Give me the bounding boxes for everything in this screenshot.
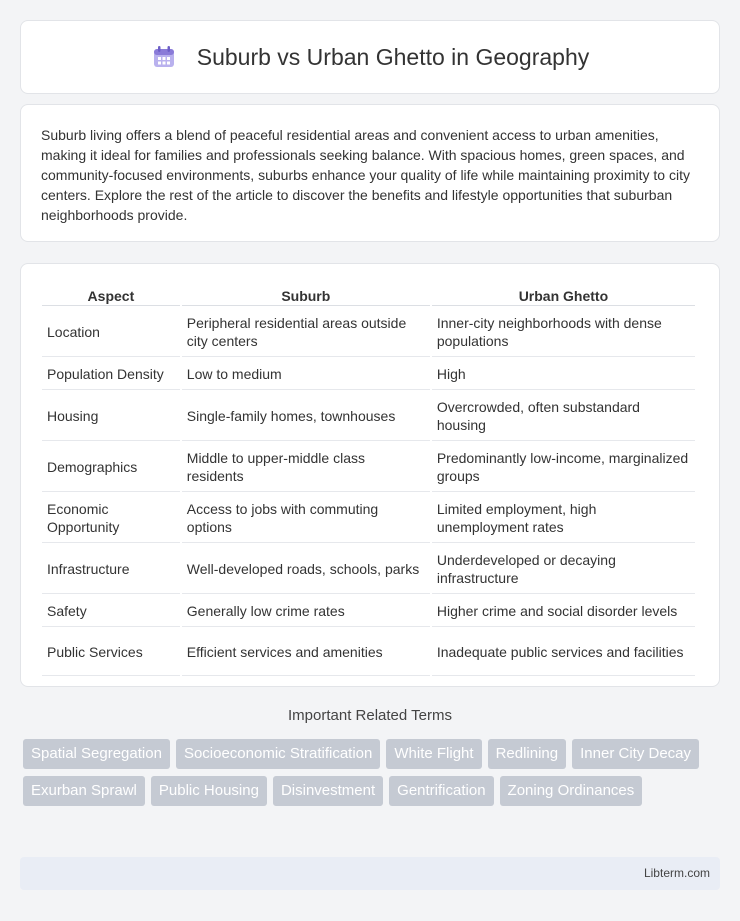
cell-suburb: Single-family homes, townhouses	[182, 392, 430, 441]
intro-card	[20, 104, 720, 242]
tag-redlining[interactable]: Redlining	[488, 739, 567, 769]
table-row	[42, 392, 695, 441]
page-title: Suburb vs Urban Ghetto in Geography	[196, 43, 590, 70]
cell-ghetto: Overcrowded, often substandard housing	[432, 392, 695, 441]
tag-disinvestment[interactable]: Disinvestment	[273, 776, 383, 806]
table-row	[42, 443, 695, 492]
calendar-icon	[151, 44, 177, 70]
cell-ghetto: Inadequate public services and facilities	[432, 629, 695, 676]
cell-suburb: Low to medium	[182, 359, 430, 390]
tag-socioeconomic-stratification[interactable]: Socioeconomic Stratification	[176, 739, 380, 769]
cell-ghetto: Limited employment, high unemployment rates	[432, 494, 695, 543]
cell-aspect: Public Services	[42, 629, 180, 676]
cell-aspect: Population Density	[42, 359, 180, 390]
header-aspect: Aspect	[42, 284, 180, 306]
cell-suburb: Generally low crime rates	[182, 596, 430, 627]
tag-public-housing[interactable]: Public Housing	[151, 776, 267, 806]
cell-ghetto: High	[432, 359, 695, 390]
related-terms-list	[23, 739, 717, 806]
cell-ghetto: Higher crime and social disorder levels	[432, 596, 695, 627]
footer-site-link[interactable]: Libterm.com	[643, 866, 710, 880]
cell-ghetto: Underdeveloped or decaying infrastructure	[432, 545, 695, 594]
cell-aspect: Demographics	[42, 443, 180, 492]
cell-suburb: Efficient services and amenities	[182, 629, 430, 676]
header-suburb: Suburb	[182, 284, 430, 306]
footer	[20, 857, 720, 890]
tag-inner-city-decay[interactable]: Inner City Decay	[572, 739, 699, 769]
tag-white-flight[interactable]: White Flight	[386, 739, 481, 769]
cell-aspect: Housing	[42, 392, 180, 441]
cell-aspect: Infrastructure	[42, 545, 180, 594]
table-row	[42, 359, 695, 390]
tag-exurban-sprawl[interactable]: Exurban Sprawl	[23, 776, 145, 806]
related-terms-heading: Important Related Terms	[288, 707, 452, 724]
table-row	[42, 629, 695, 676]
cell-suburb: Middle to upper-middle class residents	[182, 443, 430, 492]
table-header-row	[42, 284, 695, 306]
cell-suburb: Peripheral residential areas outside city centers	[182, 308, 430, 357]
cell-ghetto: Predominantly low-income, marginalized groups	[432, 443, 695, 492]
cell-aspect: Economic Opportunity	[42, 494, 180, 543]
title-card	[20, 20, 720, 94]
tag-zoning-ordinances[interactable]: Zoning Ordinances	[500, 776, 643, 806]
table-row	[42, 308, 695, 357]
cell-suburb: Access to jobs with commuting options	[182, 494, 430, 543]
tag-spatial-segregation[interactable]: Spatial Segregation	[23, 739, 170, 769]
comparison-table	[40, 282, 697, 678]
cell-ghetto: Inner-city neighborhoods with dense populations	[432, 308, 695, 357]
table-row	[42, 494, 695, 543]
cell-aspect: Safety	[42, 596, 180, 627]
cell-aspect: Location	[42, 308, 180, 357]
table-row	[42, 596, 695, 627]
cell-suburb: Well-developed roads, schools, parks	[182, 545, 430, 594]
intro-paragraph: Suburb living offers a blend of peaceful residential areas and convenient access to urban amenities, making it ideal for families and professionals seeking balance. With spacious homes, green spaces, and community-focused environments, suburbs enhance your quality of life while maintaining proximity to city centers. Explore the rest of the article to discover the benefits and lifestyle opportunities that suburban neighborhoods provide.	[41, 127, 690, 223]
table-row	[42, 545, 695, 594]
header-urban-ghetto: Urban Ghetto	[432, 284, 695, 306]
tag-gentrification[interactable]: Gentrification	[389, 776, 493, 806]
comparison-table-card	[20, 263, 720, 687]
